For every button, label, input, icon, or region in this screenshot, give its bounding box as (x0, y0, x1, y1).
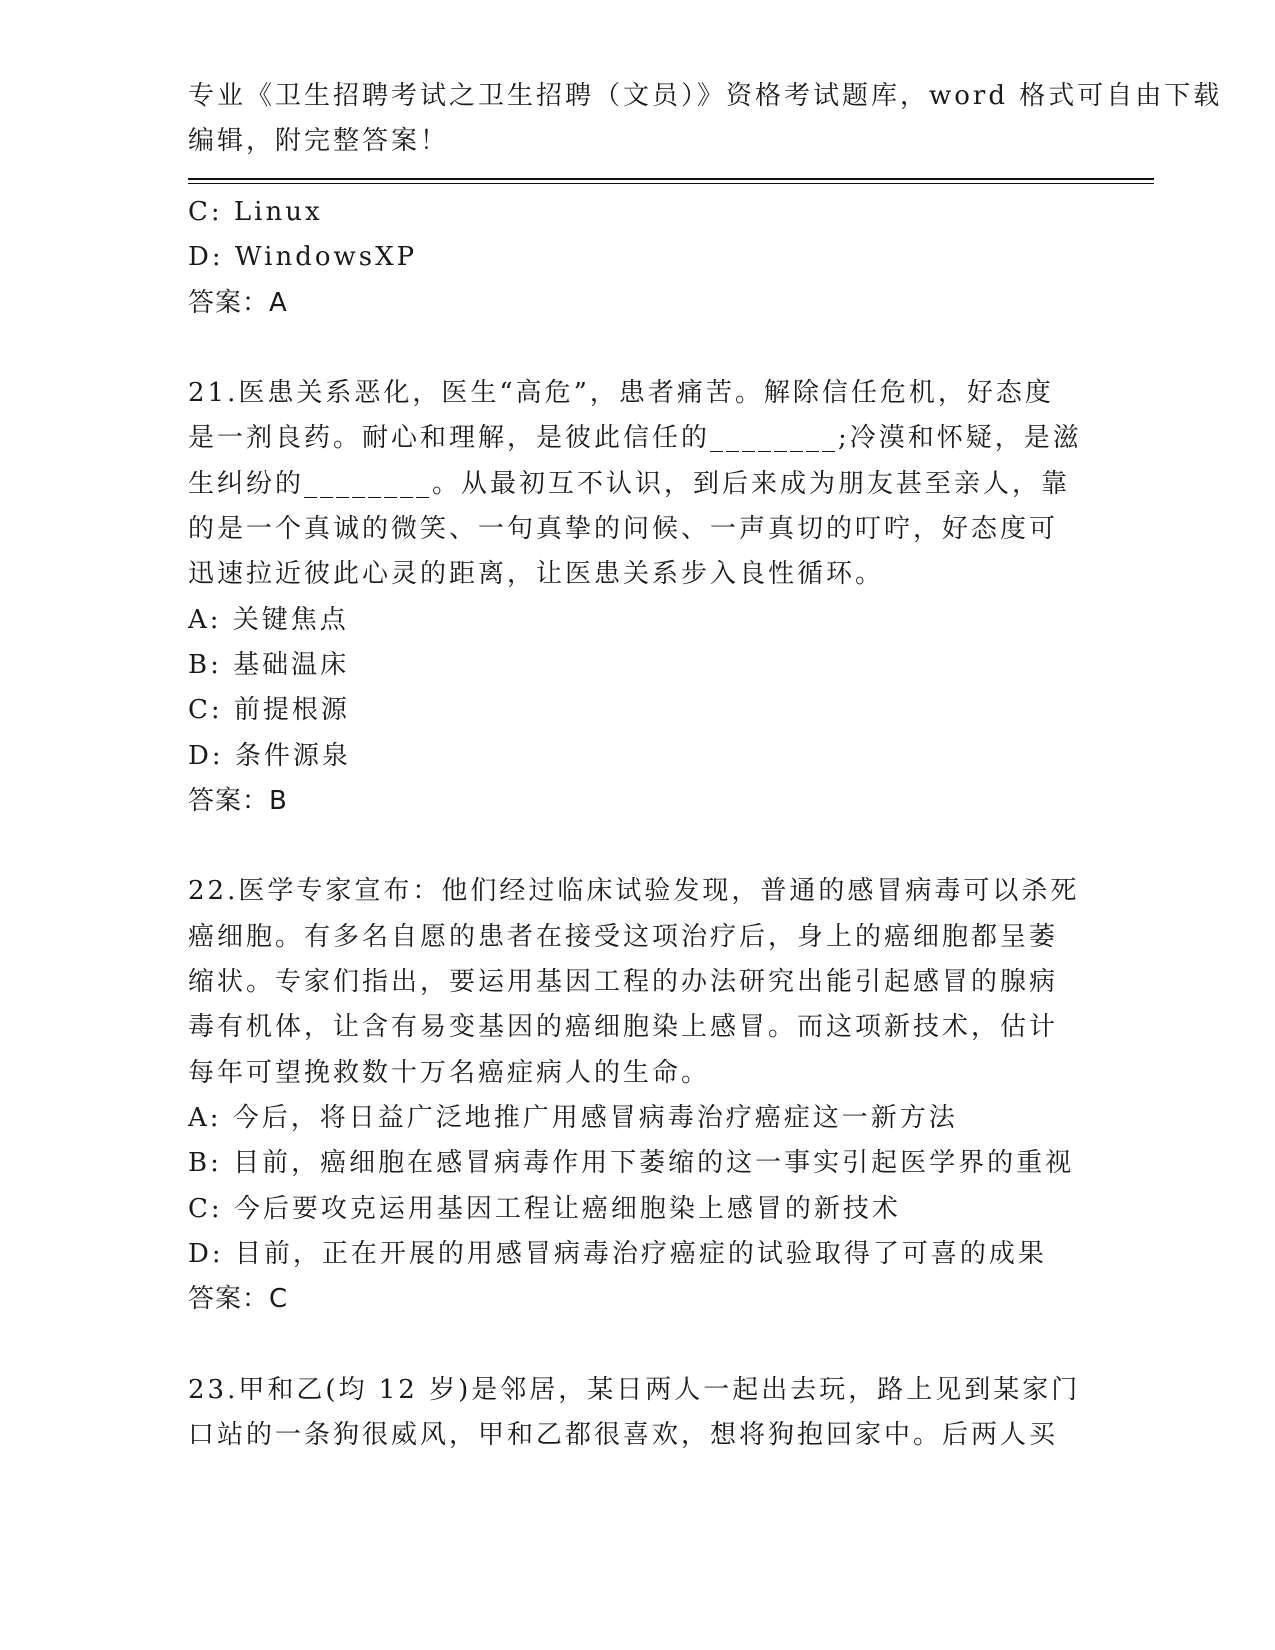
question-gap (188, 824, 1088, 869)
question-text-line: 迅速拉近彼此心灵的距离，让医患关系步入良性循环。 (188, 559, 885, 590)
answer-line: 答案：B (188, 785, 288, 816)
question-text-line: 是一剂良药。耐心和理解，是彼此信任的________;冷漠和怀疑，是滋 (188, 423, 1082, 454)
option-c: C: 今后要攻克运用基因工程让癌细胞染上感冒的新技术 (188, 1193, 901, 1224)
question-23 (188, 1368, 1088, 1459)
question-text-line: 口站的一条狗很威风，甲和乙都很喜欢，想将狗抱回家中。后两人买 (188, 1420, 1059, 1451)
option-d: D: 目前，正在开展的用感冒病毒治疗癌症的试验取得了可喜的成果 (188, 1238, 1047, 1269)
question-22 (188, 869, 1088, 1322)
question-text-line: 每年可望挽救数十万名癌症病人的生命。 (188, 1057, 711, 1088)
question-text-line: 生纠纷的________。从最初互不认识，到后来成为朋友甚至亲人，靠 (188, 468, 1071, 499)
question-20-tail (188, 190, 1088, 326)
option-b: B: 基础温床 (188, 649, 350, 680)
question-gap (188, 326, 1088, 371)
question-gap (188, 1322, 1088, 1367)
header-divider-thick (188, 178, 1154, 180)
question-21 (188, 371, 1088, 824)
option-d: D: 条件源泉 (188, 740, 351, 771)
option-c: C: 前提根源 (188, 695, 350, 726)
option-a: A: 今后，将日益广泛地推广用感冒病毒治疗癌症这一新方法 (188, 1102, 958, 1133)
answer-line: 答案：C (188, 1284, 289, 1315)
question-text-line: 22.医学专家宣布：他们经过临床试验发现，普通的感冒病毒可以杀死 (188, 876, 1080, 907)
option-d: D: WindowsXP (188, 242, 418, 273)
header-divider-thin (188, 183, 1154, 184)
header-line-1: 专业《卫生招聘考试之卫生招聘（文员）》资格考试题库，word 格式可自由下载 (188, 81, 1223, 111)
header-line-2: 编辑，附完整答案！ (188, 126, 450, 157)
question-text-line: 癌细胞。有多名自愿的患者在接受这项治疗后，身上的癌细胞都呈萎 (188, 921, 1059, 952)
question-text-line: 的是一个真诚的微笑、一句真挚的问候、一声真切的叮咛，好态度可 (188, 514, 1059, 545)
question-text-line: 毒有机体，让含有易变基因的癌细胞染上感冒。而这项新技术，估计 (188, 1012, 1059, 1043)
option-c: C: Linux (188, 197, 323, 227)
question-text-line: 23.甲和乙(均 12 岁)是邻居，某日两人一起出去玩，路上见到某家门 (188, 1374, 1081, 1405)
document-header (188, 74, 1223, 165)
answer-line: 答案：A (188, 287, 288, 318)
question-text-line: 缩状。专家们指出，要运用基因工程的办法研究出能引起感冒的腺病 (188, 967, 1059, 998)
option-b: B: 目前，癌细胞在感冒病毒作用下萎缩的这一事实引起医学界的重视 (188, 1148, 1075, 1179)
question-text-line: 21.医患关系恶化，医生“高危”，患者痛苦。解除信任危机，好态度 (188, 378, 1054, 409)
document-body (188, 190, 1088, 1458)
option-a: A: 关键焦点 (188, 604, 349, 635)
